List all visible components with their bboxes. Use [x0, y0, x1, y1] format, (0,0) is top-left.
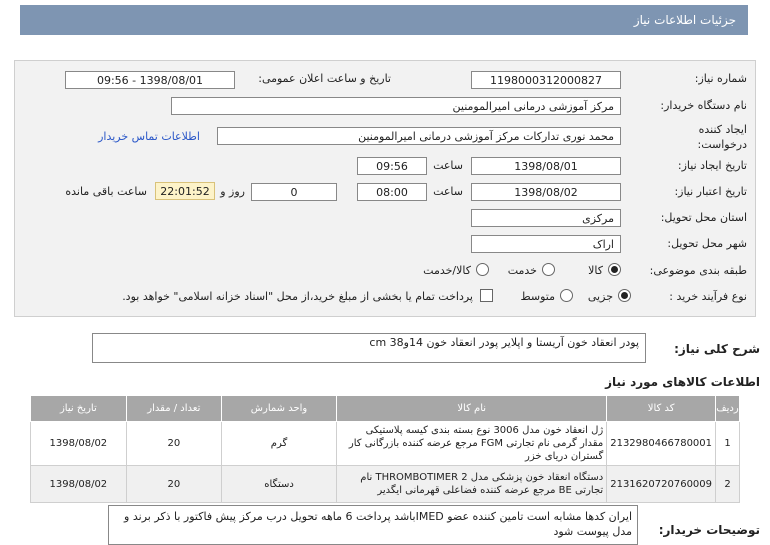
category-goods-label: کالا: [588, 264, 603, 277]
col-name: نام کالا: [337, 396, 607, 422]
cell-code: 2131620720760009: [607, 466, 716, 503]
category-goods-radio[interactable]: [608, 263, 621, 276]
cell-code: 2132980466780001: [607, 422, 716, 466]
buyer-notes-label: توضیحات خریدار:: [658, 523, 760, 537]
cell-row: 1: [716, 422, 740, 466]
announce-datetime-label: تاریخ و ساعت اعلان عمومی:: [258, 72, 391, 85]
city-label: شهر محل تحویل:: [667, 237, 747, 250]
process-label: نوع فرآیند خرید :: [669, 290, 747, 303]
process-medium-radio[interactable]: [560, 289, 573, 302]
items-section-title: اطلاعات کالاهای مورد نیاز: [605, 375, 760, 389]
creator-label-line1: ایجاد کننده: [698, 123, 747, 136]
buyer-contact-link[interactable]: اطلاعات تماس خریدار: [98, 130, 200, 143]
need-number-label: شماره نیاز:: [694, 72, 747, 85]
cell-name: دستگاه انعقاد خون پزشکی مدل THROMBOTIMER 2 نام تجارتی BE مرجع عرضه کننده فضاعلی قهرمانی ایگدیر: [337, 466, 607, 503]
col-qty: تعداد / مقدار: [126, 396, 221, 422]
table-row[interactable]: [31, 466, 740, 503]
remaining-time-label: ساعت باقی مانده: [65, 185, 147, 198]
validity-time-field[interactable]: 08:00: [357, 183, 427, 201]
category-goods-service-label: کالا/خدمت: [423, 264, 471, 277]
process-minor-radio[interactable]: [618, 289, 631, 302]
need-number-field[interactable]: 1198000312000827: [471, 71, 621, 89]
category-label: طبقه بندی موضوعی:: [649, 264, 747, 277]
col-row: ردیف: [716, 396, 740, 422]
cell-date: 1398/08/02: [31, 422, 127, 466]
page-title: جزئیات اطلاعات نیاز: [633, 13, 736, 27]
created-time-field[interactable]: 09:56: [357, 157, 427, 175]
validity-time-label: ساعت: [433, 185, 463, 198]
col-code: کد کالا: [607, 396, 716, 422]
table-header-row: [31, 396, 740, 422]
created-date-field[interactable]: 1398/08/01: [471, 157, 621, 175]
remaining-time-field: 22:01:52: [155, 182, 215, 200]
cell-unit: دستگاه: [221, 466, 336, 503]
category-goods-service-radio[interactable]: [476, 263, 489, 276]
need-details-panel: [14, 60, 756, 317]
validity-date-field[interactable]: 1398/08/02: [471, 183, 621, 201]
process-medium-label: متوسط: [520, 290, 555, 303]
treasury-payment-checkbox[interactable]: [480, 289, 493, 302]
items-table: [30, 395, 740, 503]
buyer-notes-field[interactable]: ایران کدها مشابه است تامین کننده عضو IMEDباشد پرداخت 6 ماهه تحویل درب مرکز پیش فاکتور با ذکر برند و مدل پیوست شود: [108, 505, 638, 545]
page-title-bar: [20, 5, 748, 35]
category-service-radio[interactable]: [542, 263, 555, 276]
table-row[interactable]: [31, 422, 740, 466]
created-time-label: ساعت: [433, 159, 463, 172]
cell-name: ژل انعقاد خون مدل 3006 نوع بسته بندی کیسه پلاستیکی مقدار گرمی نام تجارتی FGM مرجع عرضه کننده بازرگانی کار گستران دریای خزر: [337, 422, 607, 466]
process-minor-label: جزیی: [587, 290, 613, 303]
cell-qty: 20: [126, 422, 221, 466]
province-field[interactable]: مرکزی: [471, 209, 621, 227]
cell-qty: 20: [126, 466, 221, 503]
general-desc-field[interactable]: پودر انعقاد خون آریستا و اپلایر پودر انعقاد خون 14و38 cm: [92, 333, 646, 363]
cell-row: 2: [716, 466, 740, 503]
general-desc-label: شرح کلی نیاز:: [674, 342, 760, 356]
days-label: روز و: [220, 185, 245, 198]
created-date-label: تاریخ ایجاد نیاز:: [677, 159, 747, 172]
cell-date: 1398/08/02: [31, 466, 127, 503]
cell-unit: گرم: [221, 422, 336, 466]
announce-datetime-field[interactable]: 1398/08/01 - 09:56: [65, 71, 235, 89]
buyer-label: نام دستگاه خریدار:: [660, 99, 747, 112]
col-date: تاریخ نیاز: [31, 396, 127, 422]
buyer-field[interactable]: مرکز آموزشی درمانی امیرالمومنین: [171, 97, 621, 115]
creator-label-line2: درخواست:: [697, 138, 747, 151]
treasury-payment-note: پرداخت تمام یا بخشی از مبلغ خرید،از محل "اسناد خزانه اسلامی" خواهد بود.: [122, 290, 473, 303]
validity-date-label: تاریخ اعتبار نیاز:: [674, 185, 747, 198]
city-field[interactable]: اراک: [471, 235, 621, 253]
category-service-label: خدمت: [507, 264, 537, 277]
province-label: استان محل تحویل:: [660, 211, 747, 224]
col-unit: واحد شمارش: [221, 396, 336, 422]
remaining-days-field[interactable]: 0: [251, 183, 337, 201]
creator-field[interactable]: محمد نوری تدارکات مرکز آموزشی درمانی امیرالمومنین: [217, 127, 621, 145]
